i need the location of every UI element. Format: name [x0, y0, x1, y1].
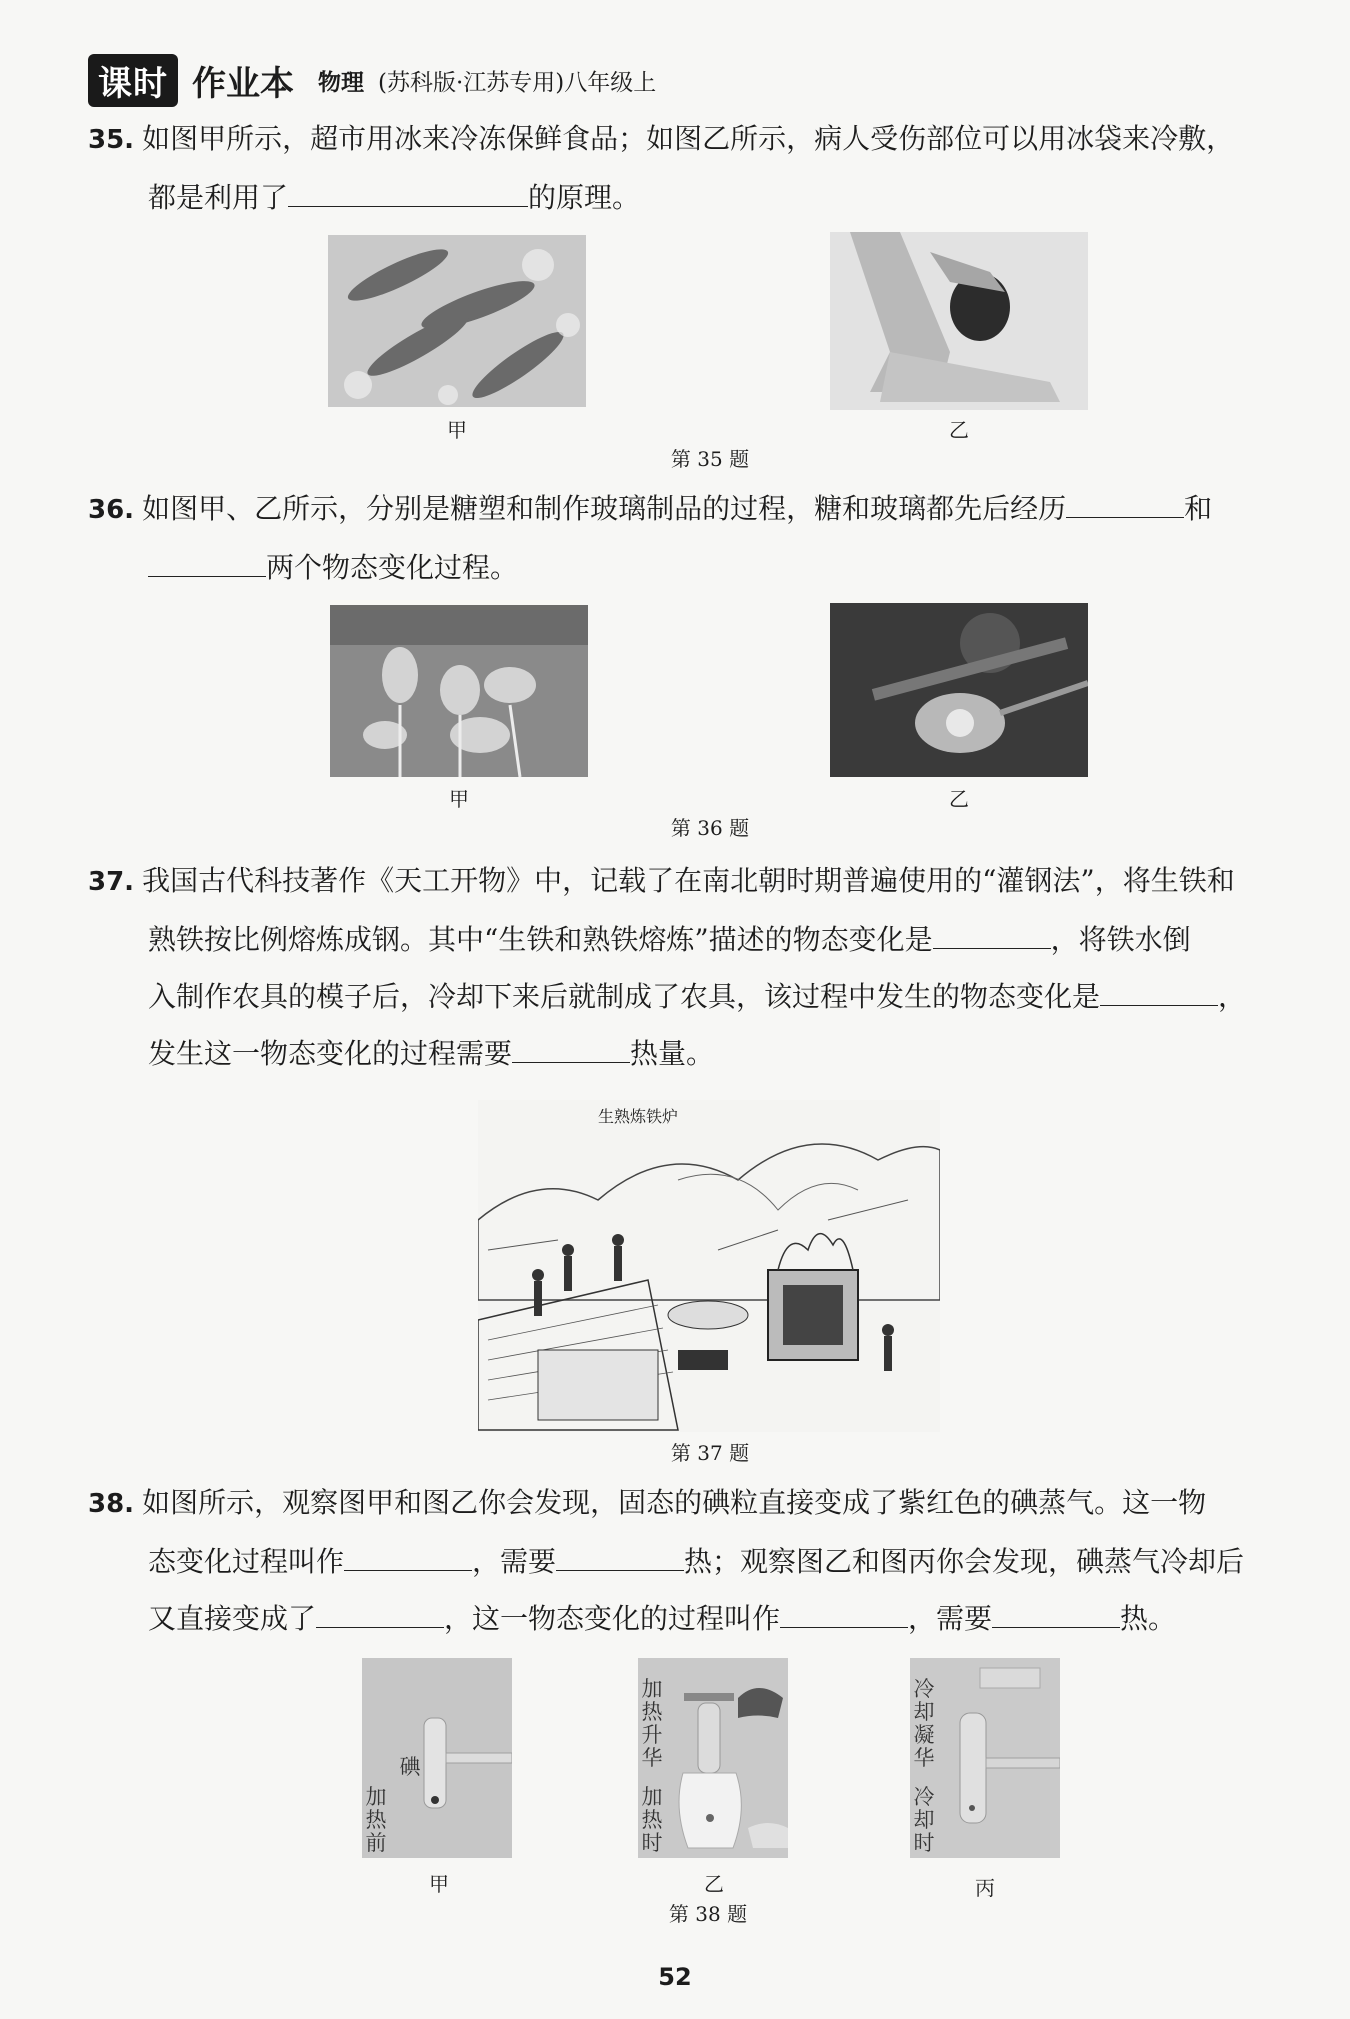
cool-deposition-label: 冷却凝华 [913, 1677, 935, 1770]
figure-caption: 第 37 题 [670, 1441, 750, 1465]
figure-label: 乙 [949, 787, 969, 811]
figure-label: 乙 [949, 418, 969, 442]
answer-blank[interactable] [512, 1028, 630, 1063]
question-text: 我国古代科技著作《天工开物》中，记载了在南北朝时期普遍使用的“灌钢法”，将生铁和 [142, 864, 1235, 897]
question-38 [88, 1474, 1268, 1647]
question-text: 态变化过程叫作 [148, 1545, 345, 1578]
figure-label: 甲 [429, 1872, 449, 1896]
figure-caption: 第 36 题 [670, 816, 750, 840]
question-number: 37. [88, 867, 135, 897]
question-37 [88, 852, 1268, 1082]
question-text: ，将铁水倒 [1050, 923, 1191, 956]
figure-caption: 第 35 题 [670, 447, 750, 471]
question-text: 和 [1184, 492, 1213, 525]
question-text: 又直接变成了 [148, 1602, 317, 1635]
heat-sublimation-label: 加热升华 [641, 1677, 663, 1770]
answer-blank[interactable] [148, 542, 266, 577]
before-heating-label: 加热前 [365, 1785, 387, 1855]
question-text: 热；观察图乙和图丙你会发现，碘蒸气冷却后 [684, 1545, 1245, 1578]
answer-blank[interactable] [933, 914, 1051, 949]
iodine-heating-photo [638, 1658, 788, 1858]
question-text: 发生这一物态变化的过程需要 [148, 1037, 513, 1070]
question-35 [88, 110, 1268, 226]
question-number: 38. [88, 1489, 135, 1519]
iodine-cooling-photo [910, 1658, 1060, 1858]
answer-blank[interactable] [1100, 971, 1218, 1006]
answer-blank[interactable] [780, 1593, 908, 1628]
subject-label: 物理 [318, 70, 364, 96]
iron-smelting-illustration [478, 1100, 940, 1432]
page-header [88, 54, 656, 107]
answer-blank[interactable] [344, 1536, 472, 1571]
question-text: 都是利用了 [148, 181, 289, 214]
answer-blank[interactable] [316, 1593, 444, 1628]
question-text: ，需要 [908, 1602, 993, 1635]
answer-blank[interactable] [556, 1536, 684, 1571]
illustration-title: 生熟炼铁炉 [598, 1107, 679, 1126]
sugar-figure-photo [330, 605, 588, 777]
figure-label: 乙 [704, 1872, 724, 1896]
figure-caption: 第 38 题 [668, 1902, 748, 1926]
figure-label: 丙 [975, 1876, 995, 1900]
book-title: 作业本 [192, 64, 294, 104]
edition-label: (苏科版·江苏专用)八年级上 [378, 70, 657, 96]
question-number: 36. [88, 495, 135, 525]
question-text: 入制作农具的模子后，冷却下来后就制成了农具，该过程中发生的物态变化是 [148, 980, 1101, 1013]
frozen-fish-photo [328, 235, 586, 407]
iodine-before-heating-photo [362, 1658, 512, 1858]
figure-label: 甲 [449, 787, 469, 811]
question-text: 热量。 [630, 1037, 715, 1070]
book-logo: 课时 [88, 54, 178, 107]
question-text: 如图所示，观察图甲和图乙你会发现，固态的碘粒直接变成了紫红色的碘蒸气。这一物 [142, 1486, 1207, 1519]
question-text: 如图甲、乙所示，分别是糖塑和制作玻璃制品的过程，糖和玻璃都先后经历 [142, 492, 1067, 525]
question-text: 两个物态变化过程。 [266, 551, 519, 584]
glassblowing-photo [830, 603, 1088, 777]
question-text: ，需要 [472, 1545, 557, 1578]
iodine-label: 碘 [399, 1755, 421, 1779]
question-text: 如图甲所示，超市用冰来冷冻保鲜食品；如图乙所示，病人受伤部位可以用冰袋来冷敷， [142, 122, 1235, 155]
figure-label: 甲 [447, 418, 467, 442]
during-heating-label: 加热时 [641, 1785, 663, 1855]
question-36 [88, 480, 1268, 596]
answer-blank[interactable] [288, 172, 528, 207]
during-cooling-label: 冷却时 [913, 1785, 935, 1855]
question-text: 的原理。 [528, 181, 641, 214]
question-number: 35. [88, 125, 135, 155]
question-text: ，这一物态变化的过程叫作 [444, 1602, 781, 1635]
page-number: 52 [658, 1963, 692, 1991]
answer-blank[interactable] [1066, 483, 1184, 518]
question-text: ， [1218, 980, 1247, 1013]
question-text: 热。 [1120, 1602, 1177, 1635]
question-text: 熟铁按比例熔炼成钢。其中“生铁和熟铁熔炼”描述的物态变化是 [148, 923, 933, 956]
ice-pack-photo [830, 232, 1088, 410]
answer-blank[interactable] [992, 1593, 1120, 1628]
